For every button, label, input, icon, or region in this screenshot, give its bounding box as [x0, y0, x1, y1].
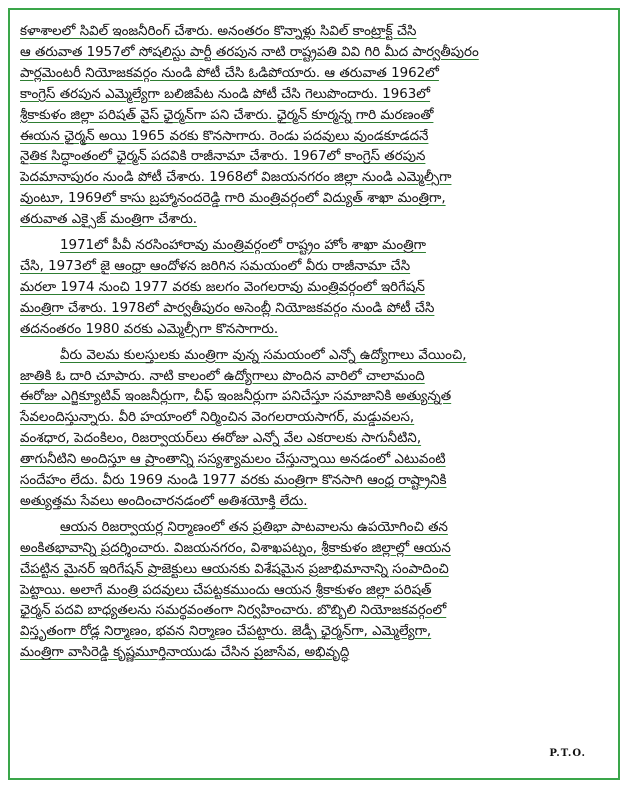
- text-line: తాగునీటిని అందిస్తూ ఆ ప్రాంతాన్ని సస్యశ్యామలం చేస్తున్నాయి అనడంలో ఎటువంటి: [20, 452, 446, 468]
- text-line: నైతిక సిద్ధాంతంలో ఛైర్మన్ పదవికి రాజీనామా చేశారు. 1967లో కాంగ్రెస్ తరపున: [20, 149, 426, 165]
- document-body: [20, 22, 610, 669]
- text-line: పెట్టాయి. అలాగే మంత్రి పదవులు చేపట్టకముందు ఆయన శ్రీకాకుళం జిల్లా పరిషత్: [20, 582, 432, 598]
- text-line: వంశధార, పెదంకిలం, రిజర్వాయర్‌లు ఈరోజు ఎన్నో వేల ఎకరాలకు సాగునీటిని,: [20, 431, 422, 447]
- text-line: తరువాత ఎక్సైజ్ మంత్రిగా చేశారు.: [20, 212, 198, 228]
- text-line: విస్తృతంగా రోడ్ల నిర్మాణం, భవన నిర్మాణం చేపట్టారు. జెడ్పీ ఛైర్మన్‌గా, ఎమ్మెల్యేగా,: [20, 624, 432, 640]
- text-line: మంత్రిగా చేశారు. 1978లో పార్వతీపురం అసెంబ్లీ నియోజకవర్గం నుండి పోటీ చేసి: [20, 300, 435, 316]
- text-line: సందేహం లేదు. వీరు 1969 నుండి 1977 వరకు మంత్రిగా కొనసాగి ఆంధ్ర రాష్ట్రానికి: [20, 473, 447, 489]
- text-line: తదనంతరం 1980 వరకు ఎమ్మెల్సీగా కొనసాగారు.: [20, 321, 279, 337]
- text-line: సేవలందిస్తున్నారు. వీరి హయాంలో నిర్మించిన వెంగలరాయసాగర్, మడ్డువలస,: [20, 410, 415, 426]
- text-line: మరలా 1974 నుంచి 1977 వరకు జలగం వెంగలరావు మంత్రివర్గంలో ఇరిగేషన్: [20, 279, 425, 295]
- text-line: చేసి, 1973లో జై ఆంధ్రా ఆందోళన జరిగిన సమయంలో వీరు రాజీనామా చేసి: [20, 258, 411, 274]
- paragraph-4: [20, 518, 610, 664]
- paragraph-2: [20, 236, 610, 341]
- text-line: పార్లమెంటరీ నియోజకవర్గం నుండి పోటీ చేసి ఓడిపోయారు. ఆ తరువాత 1962లో: [20, 65, 439, 81]
- text-line: అంకితభావాన్ని ప్రదర్శించారు. విజయనగరం, విశాఖపట్నం, శ్రీకాకుళం జిల్లాల్లో ఆయన: [20, 540, 451, 556]
- text-line: కళాశాలలో సివిల్ ఇంజనీరింగ్ చేశారు. అనంతరం కొన్నాళ్లు సివిల్ కాంట్రాక్ట్ చేసి: [20, 24, 417, 39]
- text-line: శ్రీకాకుళం జిల్లా పరిషత్ వైస్ ఛైర్మన్‌గా పని చేశారు. ఛైర్మన్ కూర్మన్న గారి మరణంతో: [20, 107, 434, 123]
- text-line: చేపట్టిన మైనర్ ఇరిగేషన్ ప్రాజెక్టులు ఆయనకు విశేషమైన ప్రజాభిమానాన్ని సంపాదించి: [20, 561, 449, 577]
- paragraph-3: [20, 346, 610, 513]
- text-line: ఈరోజు ఎగ్జిక్యూటివ్ ఇంజనీర్లుగా, చీఫ్ ఇంజనీర్లుగా పనిచేస్తూ సమాజానికి అత్యున్నత: [20, 389, 452, 405]
- text-line: కాంగ్రెస్ తరపున ఎమ్మెల్యేగా బలిజిపేట నుండి పోటీ చేసి గెలుపొందారు. 1963లో: [20, 86, 431, 102]
- text-line: 1971లో పీవీ నరసింహారావు మంత్రివర్గంలో రాష్ట్రం హోం శాఖా మంత్రిగా: [60, 238, 426, 254]
- text-line: పెదమానాపురం నుండి పోటీ చేశారు. 1968లో విజయనగరం జిల్లా నుండి ఎమ్మెల్సీగా: [20, 170, 452, 186]
- paragraph-1: [20, 22, 610, 231]
- text-line: ఛైర్మన్ పదవి బాధ్యతలను సమర్థవంతంగా నిర్వహించారు. బొబ్బిలి నియోజకవర్గంలో: [20, 603, 447, 619]
- text-line: వీరు వెలమ కులస్తులకు మంత్రిగా వున్న సమయంలో ఎన్నో ఉద్యోగాలు వేయించి,: [60, 347, 467, 363]
- text-line: ఈయన ఛైర్మన్ అయి 1965 వరకు కొనసాగారు. రెండు పదవులు వుండకూడదనే: [20, 128, 429, 144]
- text-line: జాతికి ఓ దారి చూపారు. నాటి కాలంలో ఉద్యోగాలు పొందిన వారిలో చాలామంది: [20, 368, 425, 384]
- text-line: వుంటూ, 1969లో కాసు బ్రహ్మానందరెడ్డి గారి మంత్రివర్గంలో విద్యుత్ శాఖా మంత్రిగా,: [20, 191, 446, 207]
- text-line: మంత్రిగా వాసిరెడ్డి కృష్ణమూర్తినాయుడు చేసిన ప్రజాసేవ, అభివృద్ధి: [20, 645, 350, 661]
- text-line: అత్యుత్తమ సేవలు అందించారనడంలో అతిశయోక్తి లేదు.: [20, 493, 308, 509]
- text-line: ఆయన రిజర్వాయర్ల నిర్మాణంలో తన ప్రతిభా పాటవాలను ఉపయోగించి తన: [60, 519, 448, 535]
- page-turn-note: P.T.O.: [549, 748, 586, 759]
- text-line: ఆ తరువాత 1957లో సోషలిస్టు పార్టీ తరపున నాటి రాష్ట్రపతి వివి గిరి మీద పార్వతీపురం: [20, 44, 479, 60]
